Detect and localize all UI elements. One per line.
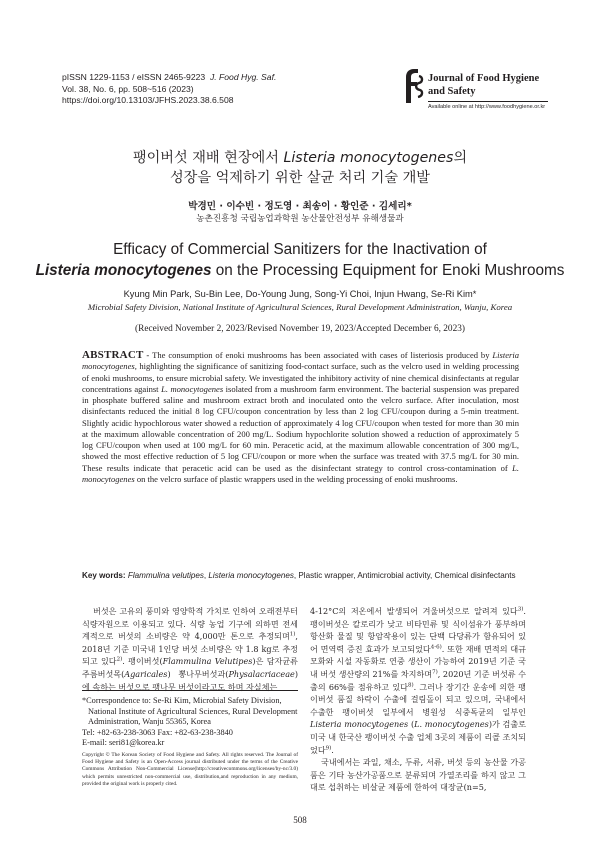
body-column-right [310,605,526,794]
page-number: 508 [293,815,307,825]
received-dates: (Received November 2, 2023/Revised November 19, 2023/Accepted December 6, 2023) [135,324,465,334]
keywords: Key words: Flammulina velutipes, Listeria monocytogenes, Plastic wrapper, Antimicrobial activity, Chemical disinfectants [82,571,516,580]
keywords-label: Key words: [82,571,126,580]
volume-line: Vol. 38, No. 6, pp. 508~516 (2023) [62,83,194,94]
footnote-divider [82,690,298,691]
journal-logo-icon [404,68,424,104]
correspondence: *Correspondence to: Se-Ri Kim, Microbial Safety Division, National Institute of Agricultural Sciences, Rural Development Administration, Wanju 55365, Korea Tel: +82-63-238-3063 Fax: +82-63-238-3840 E-mail: seri81@korea.kr [82,696,312,749]
journal-website[interactable]: Available online at http://www.foodhygiene.or.kr [428,104,546,110]
abstract: ABSTRACT - The consumption of enoki mushrooms has been associated with cases of listeriosis produced by Listeria monocytogenes, highlighting the significance of sanitizing food-contact surface, such as the velcro used in welding processing of enoki mushrooms, to ensure microbial safety. We investigated the inhibitory activity of nine chemical disinfectants at regular concentrations against L. monocytogenes isolated from a mushroom farm environment. The bacterial suspension was prepared in phosphate buffered saline and mushroom extract broth and inoculated onto the velcro surface. After inoculation, most disinfectants reduced the initial 8 log CFU/coupon concentration by less than 2 log CFU/coupon during a 5-min treatment. Slightly acidic hypochlorous water showed a reduction of approximately 4 log CFU/coupon when tested for more than 30 min at the maximum allowable concentration of 200 mg/L. Sodium hypochlorite solution showed a reduction of approximately 5 log CFU/coupon when used at 100 mg/L for 60 min. Peracetic acid, at the maximum allowable concentration of 300 mg/L, showed the most effective reduction of 5 log CFU/coupon or more when the surface was treated with 37.5 mg/L for 30 min. These results indicate that peracetic acid can be used as the disinfectant strategy to control cross-contamination of L. monocytogenes on the velcro surface of plastic wrappers used in the welding processing of enoki mushrooms. [82,349,519,484]
korean-title: 팽이버섯 재배 현장에서 Listeria monocytogenes의 성장을 억제하기 위한 살균 처리 기술 개발 [132,150,468,186]
doi-link[interactable]: https://doi.org/10.13103/JFHS.2023.38.6.508 [62,95,234,106]
journal-title-rule [428,101,548,102]
english-title: Efficacy of Commercial Sanitizers for the Inactivation of Listeria monocytogenes on the Processing Equipment for Enoki Mushrooms [35,241,565,279]
korean-authors: 박경민 · 이수빈 · 정도영 · 최송이 · 황인준 · 김세리* [188,201,412,212]
correspondence-email[interactable]: E-mail: seri81@korea.kr [82,738,165,748]
body-paragraph: 버섯은 고유의 풍미와 영양학적 가치로 인하여 오래전부터 식량자원으로 이용되고 있다. 식량 농업 기구에 의하면 전세계적으로 버섯의 소비량은 약 4,000만 톤으로 추정되며$^{1)}$, 2018년 기준 미국내 1인당 버섯 소비량은 약 1.8 kg로 추정되고 있다$^{2)}$. 팽이버섯(Flammulina Velutipes)은 담자균류 주름버섯목(Agaricales) 뽕나무버섯과(Physalacriaceae)에 속하는 버섯으로 팽나무 버섯이라고도 하며 자실체는 [82,606,298,692]
korean-affiliation: 농촌진흥청 국립농업과학원 농산물안전성부 유해생물과 [196,214,404,224]
english-authors: Kyung Min Park, Su-Bin Lee, Do-Young Jung, Song-Yi Choi, Injun Hwang, Se-Ri Kim* [123,289,477,299]
abstract-label: ABSTRACT [82,349,144,361]
copyright-notice: Copyright © The Korean Society of Food Hygiene and Safety. All rights reserved. The Journal of Food Hygiene and Safety is an Open-Access journal distributed under the terms of the Creative Commons Attribution Non-Commercial License(http://creativecommons.org/licenses/by-nc/3.0) which permits unrestricted non-commercial use, distribution,and reproduction in any medium, provided the original work is properly cited. [82,752,298,787]
english-affiliation: Microbial Safety Division, National Institute of Agricultural Sciences, Rural Development Administration, Wanju, Korea [87,302,513,312]
issn-line: pISSN 1229-1153 / eISSN 2465-9223 J. Food Hyg. Saf. [62,72,277,82]
journal-abbrev: J. Food Hyg. Saf. [209,72,277,82]
body-paragraph: 4-12°C의 저온에서 발생되어 겨울버섯으로 알려져 있다$^{3)}$. 팽이버섯은 칼로리가 낮고 비타민류 및 식이섬유가 풍부하며 항산화 물질 및 항암작용이 있는 단백 다당류가 함유되어 있어 면역력 증진 효과가 보고되었다$^{4-6)}$. 또한 재배 면적의 대규모화와 시설 자동화로 연중 생산이 가능하여 2019년 기준 국내 버섯 생산량의 21%를 차지하며$^{7)}$, 2020년 기준 버섯류 수출의 66%를 점유하고 있다$^{8)}$. 그러나 장기간 운송에 의한 팽이버섯 품질 하락이 수출에 걸림돌이 되고 있으며, 국내에서 수출한 팽이버섯 일부에서 병원성 식중독균의 일부인 Listeria monocytogenes (L. monocytogenes)가 검출로 미국 내 한국산 팽이버섯 수출 업체 3곳의 제품이 리콜 조치되었다$^{9)}$. [310,606,526,755]
journal-title: Journal of Food Hygiene and Safety [428,73,540,97]
body-paragraph: 국내에서는 과일, 채소, 두류, 서류, 버섯 등의 농산물 가공품은 기타 농산가공품으로 분류되며 가열조리를 하지 않고 그대로 섭취하는 비살균 제품에 한하여 대장균(n=5, [310,757,526,793]
body-column-left [82,605,298,693]
journal-header-info [62,72,276,107]
